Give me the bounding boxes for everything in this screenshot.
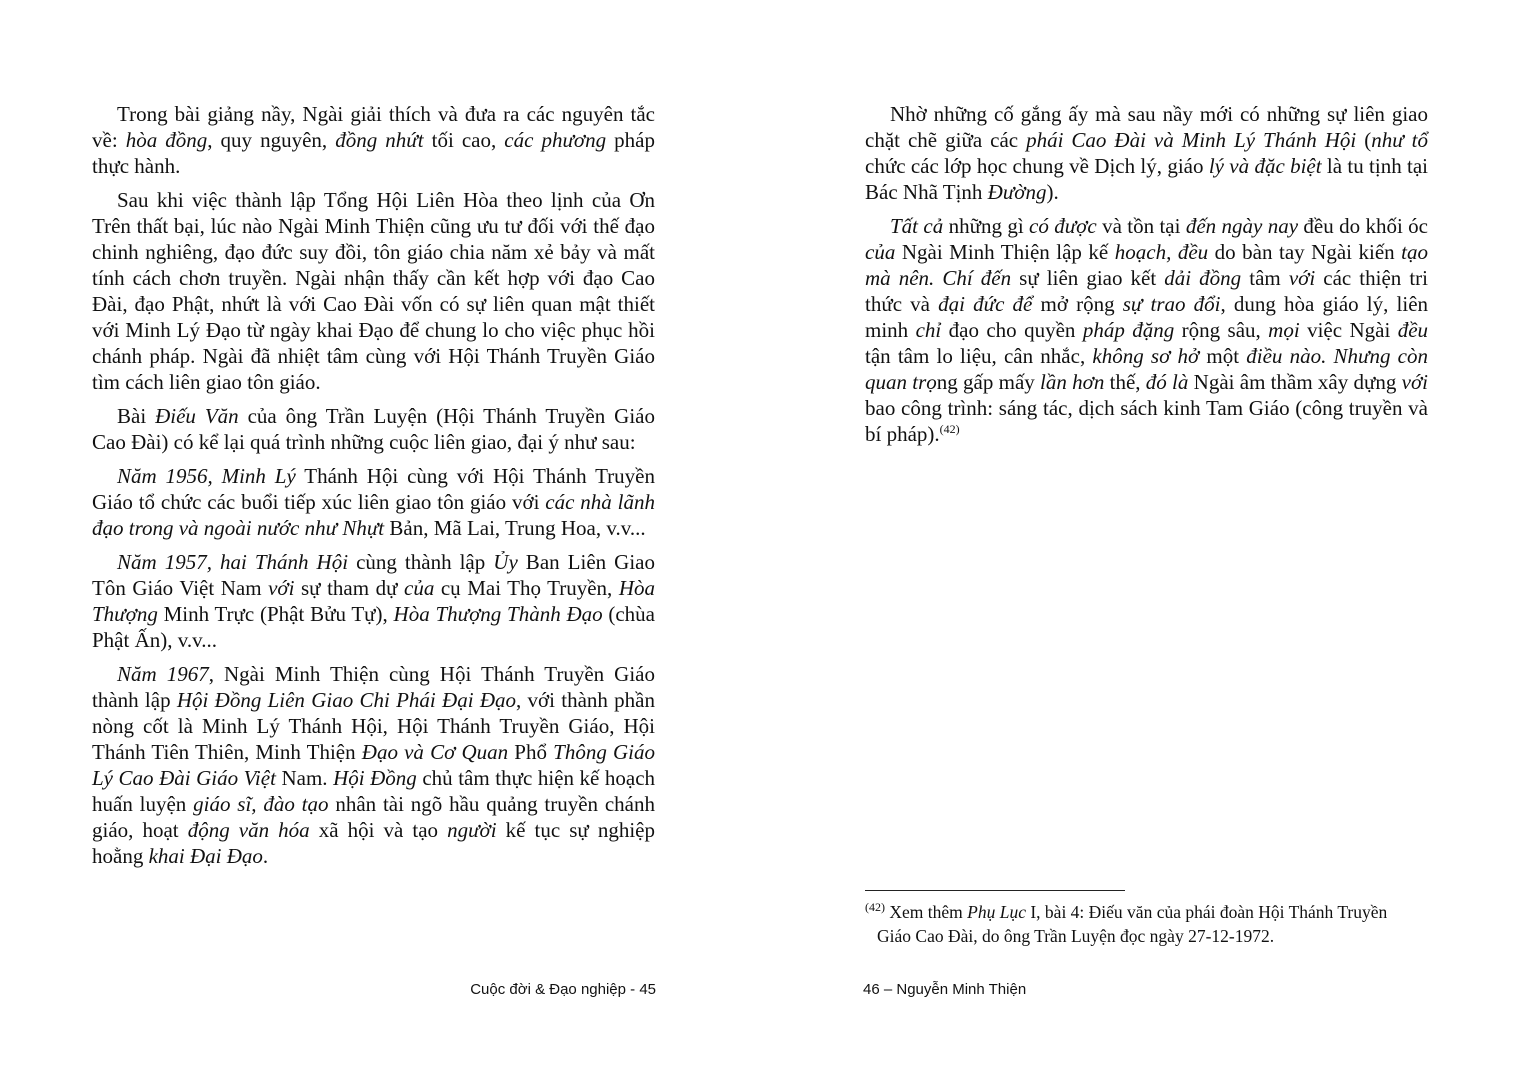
footnote-text-italic: Phụ Lục [967,902,1026,922]
footnote-text-pre: Xem thêm [885,902,968,922]
text-run: kế tục sự nghiệp hoằng [92,818,656,868]
italic-run: Đạo và Cơ Quan [361,740,509,764]
italic-run: Hội Đồng Liên Giao Chi Phái Đại Đạo [176,688,516,712]
text-run: Trong bài giảng nầy, Ngài giải thích và đưa ra các nguyên tắc về: [92,102,655,152]
italic-run: của [404,576,435,600]
text-run: Bài [117,404,156,428]
text-run: Phổ [508,740,554,764]
left-page-footer: Cuộc đời & Đạo nghiệp - 45 [470,981,656,998]
text-run: đạo cho quyền [941,318,1083,342]
footnote-reference: (42) [939,422,960,436]
footnote-mark: (42) [865,900,885,915]
italic-run: với [1401,370,1429,394]
italic-run: Hội Đồng [333,766,417,790]
italic-run: dải đồng [1164,266,1242,290]
italic-run: hoạch, đều [1114,240,1209,264]
italic-run: hòa đồng [125,128,208,152]
text-run: thế, [1104,370,1146,394]
paragraph [92,187,655,395]
paragraph [92,549,655,653]
right-page-footer: 46 – Nguyễn Minh Thiện [863,981,1027,998]
text-run: , Ngài Minh Thiện cùng Hội Thánh Truyền Giáo thành lập [92,662,655,712]
text-run: ng gấp mấy [936,370,1041,394]
text-run: Ngài Minh Thiện lập kế [895,240,1115,264]
text-run: Bản, Mã Lai, Trung Hoa, v.v... [384,516,646,540]
text-run: của ông Trần Luyện (Hội Thánh Truyền Giáo Cao Đài) có kể lại quá trình những cuộc liên giao, đại ý như sau: [92,404,655,454]
italic-run: người [447,818,497,842]
italic-run: điều nào. Nhưng còn quan trọ [865,344,1428,394]
text-run: Nam. [275,766,334,790]
text-run: rộng sâu, [1174,318,1269,342]
paragraph [865,101,1428,205]
text-run: sự liên giao kết [1011,266,1165,290]
text-run: việc Ngài [1299,318,1398,342]
text-run: đều do khối óc [1298,214,1428,238]
text-run: Sau khi việc thành lập Tổng Hội Liên Hòa theo lịnh của Ơn Trên thất bại, lúc nào Ngài Minh Thiện cũng ưu tư đối với thế đạo chinh nghiêng, đạo đức suy đồi, tôn giáo chia năm xẻ bảy và mất tính cách chơn truyền. Ngài nhận thấy cần kết hợp với đạo Cao Đài, đạo Phật, nhứt là với Cao Đài vốn có sự liên quan mật thiết với Minh Lý Đạo từ ngày khai Đạo để chung lo cho việc phục hồi chánh pháp. Ngài đã nhiệt tâm cùng với Hội Thánh Truyền Giáo tìm cách liên giao tôn giáo. [92,188,655,394]
text-run: những gì [943,214,1030,238]
text-run: chủ tâm thực hiện kế hoạch huấn luyện [92,766,656,816]
paragraph [92,661,655,869]
footnote-text-post: I, bài 4: Điếu văn của phái đoàn Hội Thánh Truyền [1025,902,1388,922]
italic-run: tạo mà nên. Chí đến [865,240,1428,290]
text-run: và tồn tại [1096,214,1186,238]
italic-run: pháp đặng [1082,318,1175,342]
italic-run: lý và đặc biệt [1208,154,1322,178]
text-run: do bàn tay Ngài kiến [1208,240,1402,264]
italic-run: đều [1397,318,1429,342]
text-run: (chùa Phật Ấn), v.v... [92,602,656,652]
text-run: tâm [1241,266,1289,290]
text-run: là tu tịnh tại Bác Nhã Tịnh [865,154,1428,204]
italic-run: sự trao đổi [1122,292,1221,316]
text-run: Ngài âm thầm xây dựng [1188,370,1402,394]
italic-run: Năm 1956, Minh Lý [117,464,296,488]
italic-run: đồng nhứt [335,128,424,152]
left-page [0,0,760,1075]
italic-run: Năm 1967 [117,662,209,686]
italic-run: mọi [1268,318,1300,342]
text-run: một [1199,344,1247,368]
text-run: ( [1356,128,1372,152]
text-run: , quy nguyên, [207,128,336,152]
footnote-42 [865,900,1428,948]
italic-run: lần hơn [1040,370,1105,394]
italic-run: như tổ [1371,128,1428,152]
italic-run: Đường [987,180,1047,204]
italic-run: chỉ [915,318,942,342]
italic-run: các nhà lãnh đạo trong và ngoài nước như Nhựt [92,490,655,540]
italic-run: Tất cả [890,214,944,238]
text-run: bao công trình: sáng tác, dịch sách kinh Tam Giáo (công truyền và bí pháp). [865,396,1428,446]
text-run: , với thành phần nòng cốt là Minh Lý Thánh Hội, Hội Thánh Truyền Giáo, Hội Thánh Tiên Thiên, Minh Thiện [92,688,656,764]
footnote-text-line2: Giáo Cao Đài, do ông Trần Luyện đọc ngày 27-12-1972. [877,926,1275,946]
italic-run: Hòa Thượng Thành Đạo [393,602,603,626]
text-run: Nhờ những cố gắng ấy mà sau nầy mới có những sự liên giao chặt chẽ giữa các [865,102,1428,152]
text-run: mở rộng [1032,292,1123,316]
text-run: các thiện tri thức và [865,266,1428,316]
italic-run: đó là [1145,370,1189,394]
text-run: Ban Liên Giao Tôn Giáo Việt Nam [92,550,655,600]
text-run: pháp thực hành. [92,128,655,178]
italic-run: Ủy [493,550,518,574]
text-run: Minh Trực (Phật Bửu Tự), [157,602,394,626]
text-run: . [262,844,269,868]
text-run: tận tâm lo liệu, cân nhắc, [865,344,1093,368]
italic-run: Điếu Văn [155,404,239,428]
text-run: chức các lớp học chung về Dịch lý, giáo [865,154,1209,178]
text-run: cụ Mai Thọ Truyền, [434,576,619,600]
italic-run: khai Đại Đạo [148,844,263,868]
text-run: ). [1046,180,1059,204]
left-page-body [92,101,655,877]
paragraph [92,101,655,179]
paragraph [92,463,655,541]
text-run: , dung hòa giáo lý, liên minh [865,292,1429,342]
footnote-separator [865,890,1125,891]
italic-run: Năm 1957, hai Thánh Hội [117,550,349,574]
italic-run: Thông Giáo Lý Cao Đài Giáo Việt [92,740,655,790]
italic-run: giáo sĩ, đào tạo [193,792,329,816]
italic-run: không sơ hở [1092,344,1200,368]
italic-run: có được [1029,214,1097,238]
paragraph [865,213,1428,447]
italic-run: đến ngày nay [1185,214,1299,238]
text-run: xã hội và tạo [309,818,448,842]
italic-run: đại đức để [938,292,1033,316]
italic-run: với [268,576,295,600]
text-run: sự tham dự [294,576,404,600]
text-run: cùng thành lập [348,550,494,574]
right-page [760,0,1521,1075]
italic-run: các phương [504,128,607,152]
italic-run: của [865,240,896,264]
text-run: nhân tài ngõ hầu quảng truyền chánh giáo, hoạt [92,792,655,842]
text-run: tối cao, [423,128,505,152]
right-page-body [865,101,1428,455]
text-run: Thánh Hội cùng với Hội Thánh Truyền Giáo tổ chức các buổi tiếp xúc liên giao tôn giáo với [92,464,655,514]
paragraph [92,403,655,455]
italic-run: với [1288,266,1316,290]
italic-run: động văn hóa [187,818,310,842]
italic-run: Hòa Thượng [92,576,655,626]
italic-run: phái Cao Đài và Minh Lý Thánh Hội [1026,128,1357,152]
